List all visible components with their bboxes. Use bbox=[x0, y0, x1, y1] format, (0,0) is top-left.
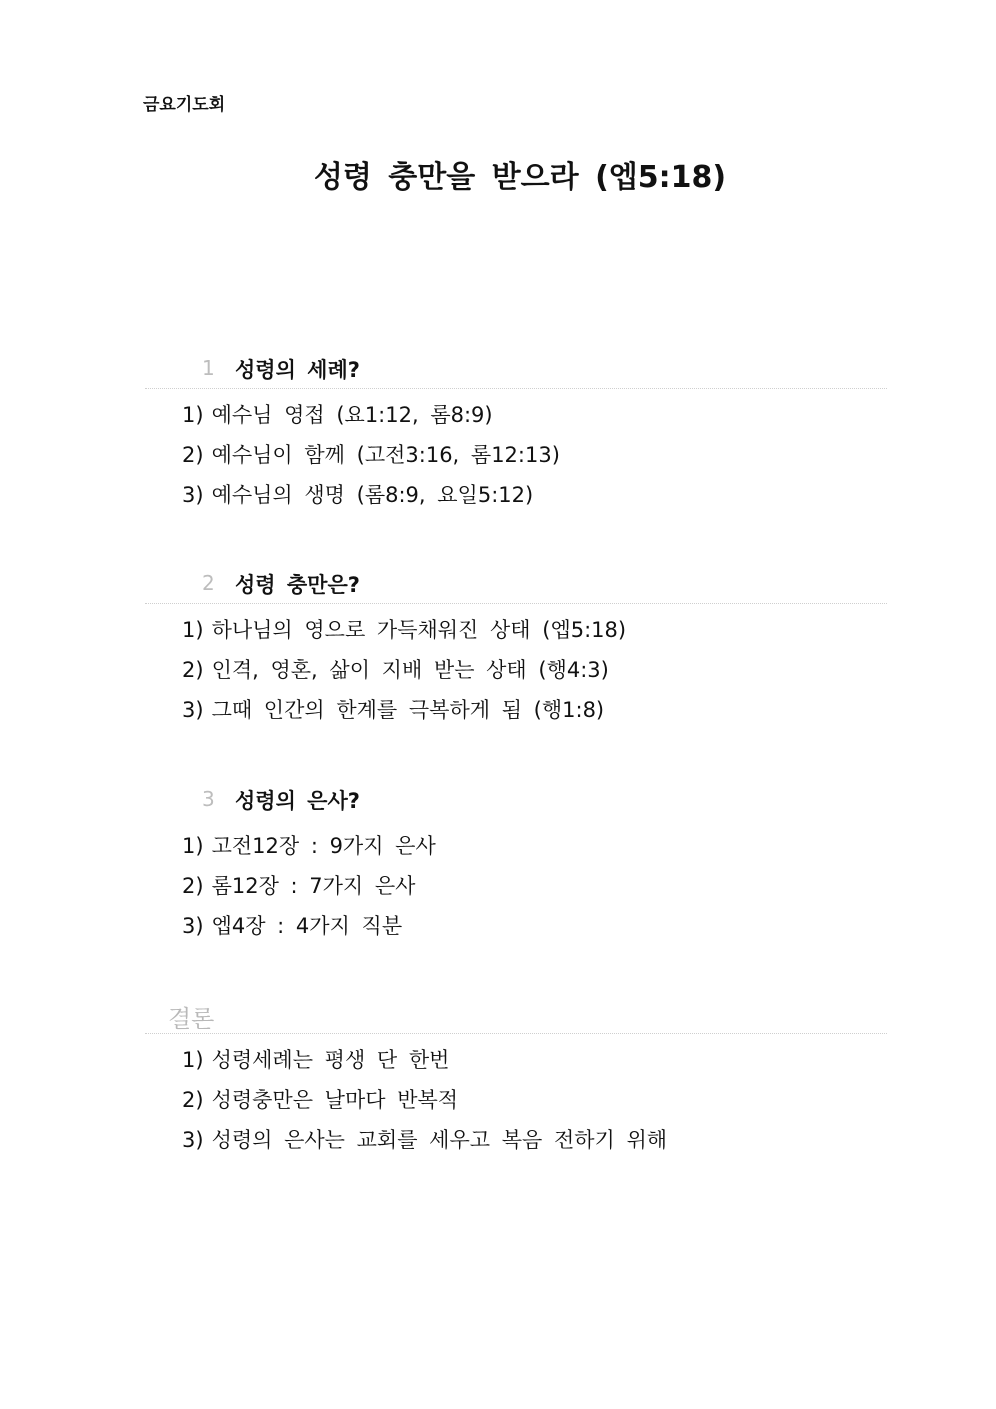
item-text: 성령의 은사는 교회를 세우고 복음 전하기 위해 bbox=[211, 1128, 668, 1152]
section-divider bbox=[145, 603, 887, 604]
section-2 bbox=[145, 565, 887, 730]
list-item bbox=[182, 395, 887, 435]
list-item bbox=[182, 866, 887, 906]
item-text: 성령충만은 날마다 반복적 bbox=[211, 1088, 459, 1112]
section-1 bbox=[145, 350, 887, 515]
item-index: 3) bbox=[182, 914, 204, 938]
item-text: 성령세례는 평생 단 한번 bbox=[211, 1048, 450, 1072]
item-text: 그때 인간의 한계를 극복하게 됨 (행1:8) bbox=[211, 698, 605, 722]
list-item bbox=[182, 826, 887, 866]
item-text: 예수님이 함께 (고전3:16, 롬12:13) bbox=[211, 443, 560, 467]
list-item bbox=[182, 475, 887, 515]
section-number: 1 bbox=[202, 356, 215, 380]
list-item bbox=[182, 435, 887, 475]
section-divider bbox=[145, 1033, 887, 1034]
section-heading bbox=[145, 781, 887, 819]
item-index: 1) bbox=[182, 403, 204, 427]
item-text: 엡4장 : 4가지 직분 bbox=[211, 914, 403, 938]
section-title: 성령의 은사? bbox=[235, 789, 360, 813]
list-item bbox=[182, 1040, 887, 1080]
section-title: 성령의 세례? bbox=[235, 358, 360, 382]
item-text: 인격, 영혼, 삶이 지배 받는 상태 (행4:3) bbox=[211, 658, 609, 682]
item-index: 1) bbox=[182, 618, 204, 642]
section-heading bbox=[145, 565, 887, 603]
list-item bbox=[182, 1120, 887, 1160]
section-number: 2 bbox=[202, 571, 215, 595]
item-index: 3) bbox=[182, 698, 204, 722]
item-index: 3) bbox=[182, 483, 204, 507]
item-index: 2) bbox=[182, 874, 204, 898]
list-item bbox=[182, 650, 887, 690]
item-index: 2) bbox=[182, 1088, 204, 1112]
section-heading bbox=[145, 350, 887, 388]
conclusion-list bbox=[145, 1040, 887, 1160]
list-item bbox=[182, 610, 887, 650]
item-text: 예수님 영접 (요1:12, 롬8:9) bbox=[211, 403, 493, 427]
item-index: 3) bbox=[182, 1128, 204, 1152]
item-text: 하나님의 영으로 가득채워진 상태 (엡5:18) bbox=[211, 618, 627, 642]
item-index: 2) bbox=[182, 658, 204, 682]
conclusion-heading bbox=[145, 995, 887, 1033]
section-list bbox=[145, 610, 887, 730]
section-number: 3 bbox=[202, 787, 215, 811]
section-3 bbox=[145, 781, 887, 946]
item-text: 롬12장 : 7가지 은사 bbox=[211, 874, 416, 898]
conclusion-title: 결론 bbox=[168, 1005, 215, 1033]
item-index: 1) bbox=[182, 1048, 204, 1072]
section-list bbox=[145, 395, 887, 515]
section-divider bbox=[145, 819, 887, 820]
section-list bbox=[145, 826, 887, 946]
page-title: 성령 충만을 받으라 (엡5:18) bbox=[313, 160, 727, 195]
item-text: 예수님의 생명 (롬8:9, 요일5:12) bbox=[211, 483, 534, 507]
conclusion-section bbox=[145, 995, 887, 1160]
section-divider bbox=[145, 388, 887, 389]
list-item bbox=[182, 906, 887, 946]
list-item bbox=[182, 1080, 887, 1120]
item-index: 2) bbox=[182, 443, 204, 467]
item-text: 고전12장 : 9가지 은사 bbox=[211, 834, 436, 858]
item-index: 1) bbox=[182, 834, 204, 858]
list-item bbox=[182, 690, 887, 730]
header-label: 금요기도회 bbox=[143, 95, 226, 115]
section-title: 성령 충만은? bbox=[235, 573, 360, 597]
